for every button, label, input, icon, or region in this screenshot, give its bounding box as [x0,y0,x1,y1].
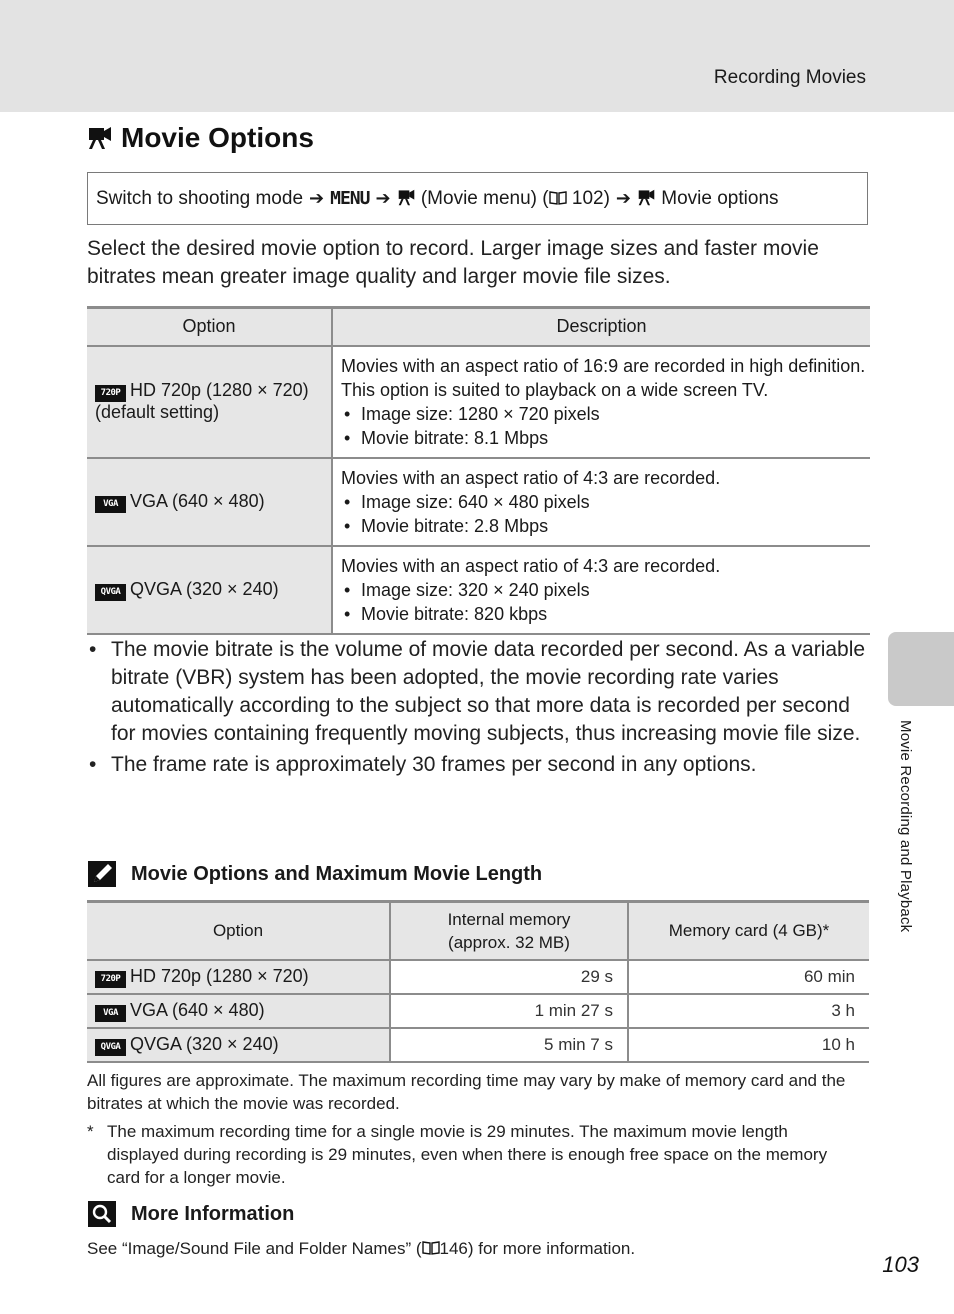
movie-length-table [87,900,869,1063]
qvga-icon: QVGA [95,584,126,601]
option-label: HD 720p (1280 × 720) [130,965,309,986]
page-title-text: Movie Options [121,122,314,153]
option-label: HD 720p (1280 × 720) (default setting) [95,380,309,422]
description-text: Movies with an aspect ratio of 16:9 are recorded in high definition. This option is suited to playback on a wide screen TV. [341,355,866,400]
more-info-page-link[interactable]: 146) for more information. [439,1239,636,1258]
memory-card-cell: 10 h [628,1028,869,1062]
column-header-internal-memory [390,902,628,960]
page-number: 103 [882,1252,919,1277]
hd720-icon: 720P [95,971,126,988]
notes-list [87,636,867,782]
more-info-text [87,1239,635,1259]
table-row [87,346,870,458]
internal-memory-cell: 29 s [390,960,628,994]
more-info-heading [87,1200,294,1228]
memory-card-cell: 60 min [628,960,869,994]
description-cell [332,546,870,634]
list-item: • The movie bitrate is the volume of movie data recorded per second. As a variable bitrate (VBR) system has been adopted, the movie recording rate varies automatically according to the subject so that more data is recorded per second for movies containing frequently moving subjects, thus increasing movie file size. [87,636,867,748]
description-text: Movies with an aspect ratio of 4:3 are recorded. [341,467,721,488]
option-cell [87,458,332,546]
column-header-internal-memory-line1: Internal memory [447,909,571,929]
movie-camera-icon [87,126,113,150]
section-heading-text: Movie Options and Maximum Movie Length [131,862,543,885]
vga-icon: VGA [95,496,126,513]
option-cell [87,346,332,458]
footnote-mark: * [87,1122,94,1141]
column-header-internal-memory-line2: (approx. 32 MB) [448,932,570,952]
page-title [87,122,314,154]
section-heading [87,860,542,888]
movie-camera-icon [397,189,416,206]
section-title: Recording Movies [713,67,866,88]
list-item: • Movie bitrate: 2.8 Mbps [341,514,870,538]
table-row [87,960,869,994]
column-header-option: Option [87,902,390,960]
more-info-heading-text: More Information [131,1202,295,1225]
book-reference-icon [422,1241,440,1255]
qvga-icon: QVGA [95,1039,126,1056]
movie-menu-label: (Movie menu) ( [420,187,549,209]
vga-icon: VGA [95,1005,126,1022]
option-label: VGA (640 × 480) [130,999,265,1020]
list-item: • Movie bitrate: 8.1 Mbps [341,426,870,450]
option-cell [87,1028,390,1062]
list-item: • Movie bitrate: 820 kbps [341,602,870,626]
description-text: Movies with an aspect ratio of 4:3 are recorded. [341,555,721,576]
movie-menu-page-link[interactable]: 102) [571,187,610,209]
option-cell [87,994,390,1028]
more-info-text-before: See “Image/Sound File and Folder Names” ( [87,1239,422,1258]
option-label: QVGA (320 × 240) [130,1033,279,1054]
footnote-star [87,1120,862,1189]
arrow-right-icon: ➔ [309,188,325,208]
chapter-tab[interactable] [888,632,954,706]
description-cell [332,346,870,458]
option-cell [87,546,332,634]
column-header-description: Description [332,308,870,346]
chapter-label: Movie Recording and Playback [897,720,914,933]
menu-path-end: Movie options [661,187,779,209]
list-item: • The frame rate is approximately 30 frames per second in any options. [87,751,867,779]
column-header-option: Option [87,308,332,346]
arrow-right-icon: ➔ [615,188,631,208]
column-header-memory-card: Memory card (4 GB)* [628,902,869,960]
table-row [87,458,870,546]
footnote-star-text: The maximum recording time for a single movie is 29 minutes. The maximum movie length displayed during recording is 29 minutes, even when there is enough free space on the memory card for a longer movie. [107,1122,828,1187]
list-item: • Image size: 1280 × 720 pixels [341,402,870,426]
list-item: • Image size: 640 × 480 pixels [341,490,870,514]
option-label: VGA (640 × 480) [130,490,265,511]
table-row [87,994,869,1028]
option-cell [87,960,390,994]
menu-button-label: MENU [330,188,370,209]
header-band [0,0,954,112]
option-label: QVGA (320 × 240) [130,578,279,599]
pencil-note-icon [87,860,117,888]
menu-path-start: Switch to shooting mode [96,187,304,209]
internal-memory-cell: 1 min 27 s [390,994,628,1028]
menu-path-box [87,172,868,225]
arrow-right-icon: ➔ [375,188,391,208]
internal-memory-cell: 5 min 7 s [390,1028,628,1062]
description-cell [332,458,870,546]
table-row [87,546,870,634]
table-row [87,1028,869,1062]
magnifier-info-icon [87,1200,117,1228]
hd720-icon: 720P [95,385,126,402]
footnote-general: All figures are approximate. The maximum recording time may vary by make of memory card and the bitrates at which the movie was recorded. [87,1071,846,1113]
book-reference-icon [549,191,567,205]
intro-paragraph: Select the desired movie option to record. Larger image sizes and faster movie bitrates mean greater image quality and larger movie file sizes. [87,237,819,288]
memory-card-cell: 3 h [628,994,869,1028]
list-item: • Image size: 320 × 240 pixels [341,578,870,602]
movie-camera-icon [637,189,656,206]
movie-options-table [87,306,870,635]
